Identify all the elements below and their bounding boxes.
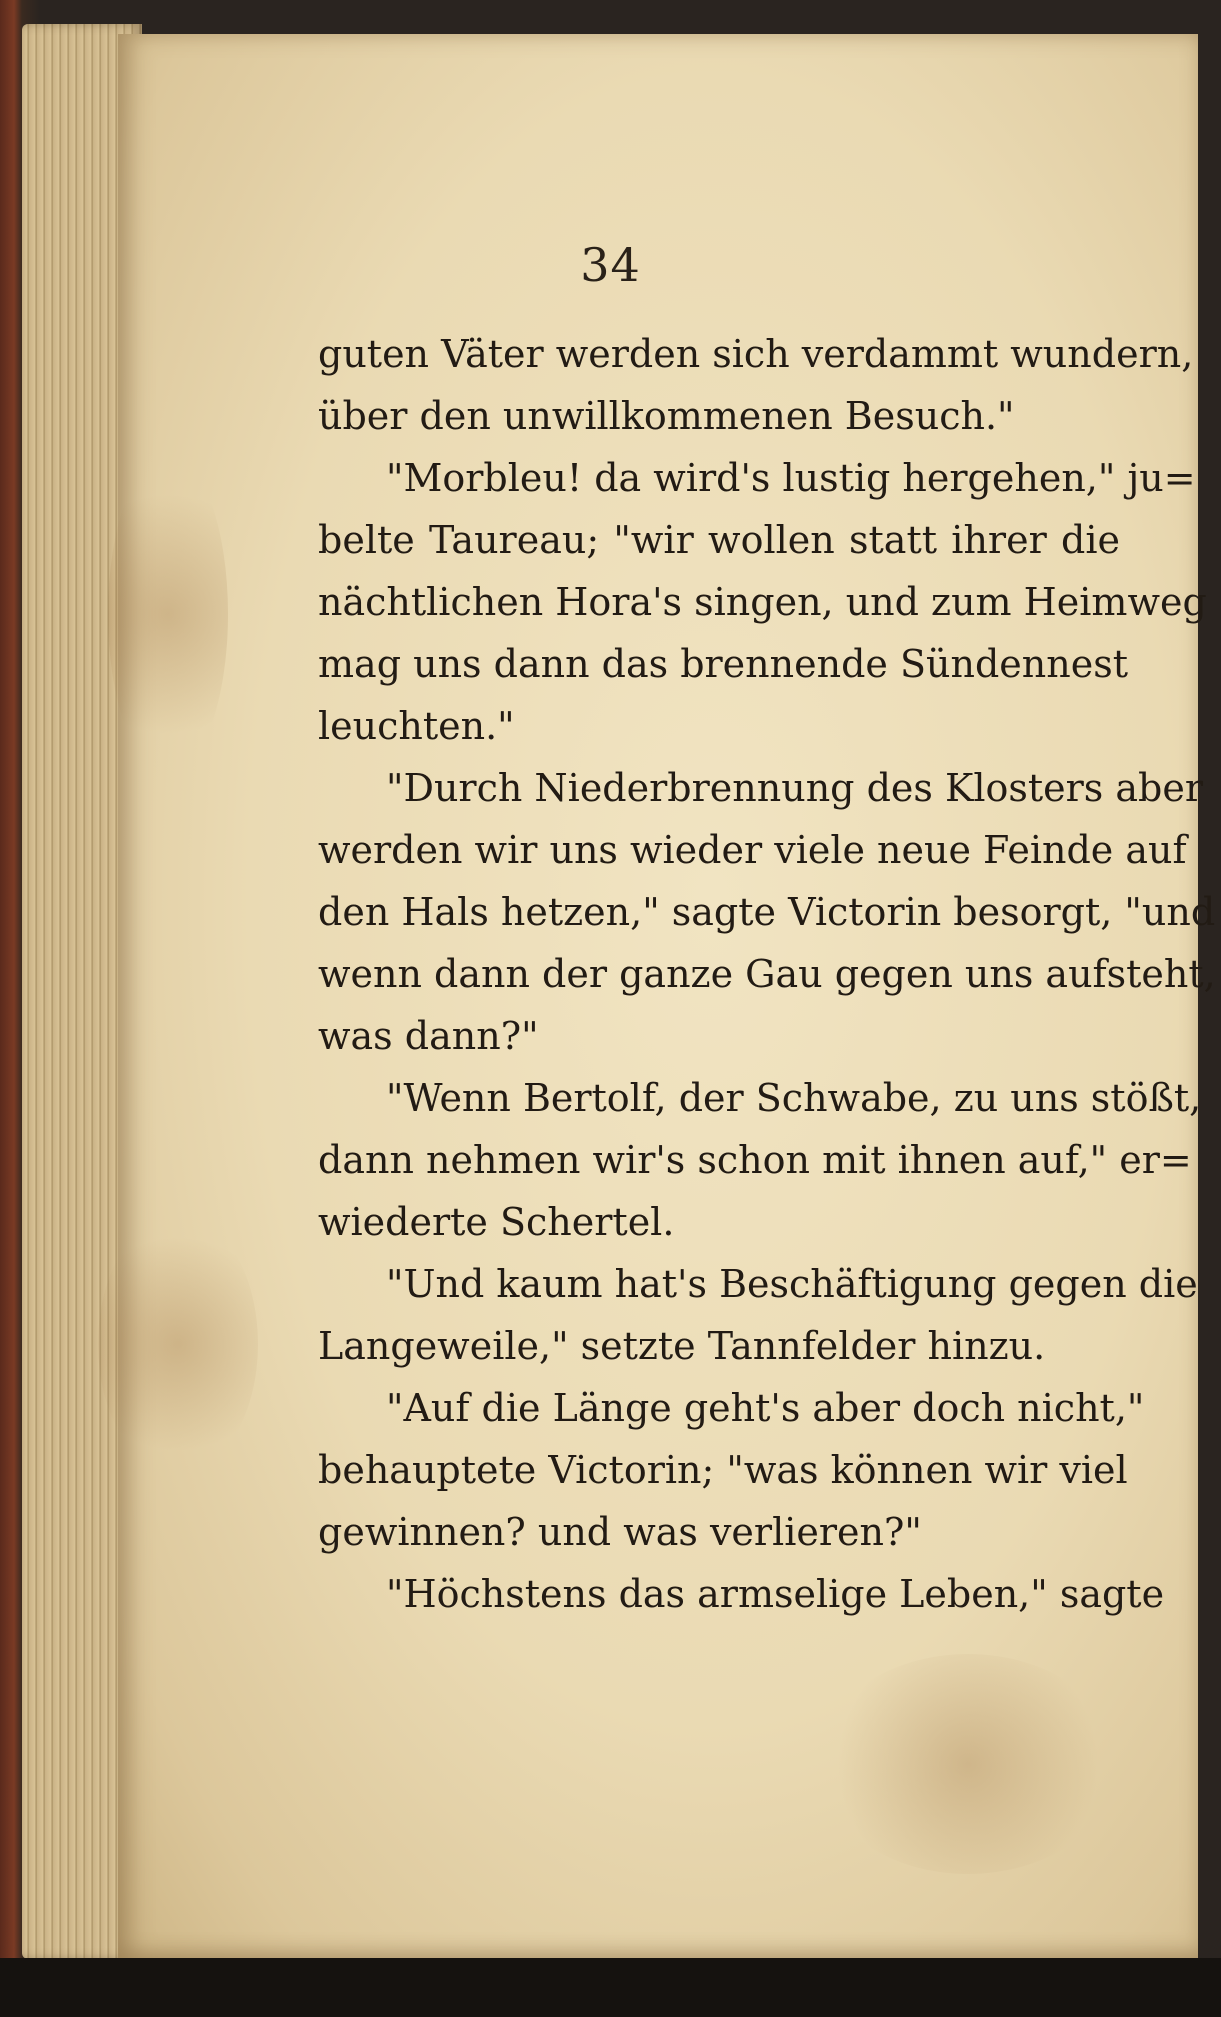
page-number: 34 xyxy=(580,238,641,292)
text-line: "Morbleu! da wird's lustig hergehen," ju= xyxy=(386,456,1196,500)
text-line: wiederte Schertel. xyxy=(318,1200,675,1244)
text-line: Langeweile," setzte Tannfelder hinzu. xyxy=(318,1324,1046,1368)
text-line: wenn dann der ganze Gau gegen uns aufsteht, xyxy=(318,952,1216,996)
text-line: "Auf die Länge geht's aber doch nicht," xyxy=(386,1386,1145,1430)
bottom-shadow xyxy=(0,1958,1221,2017)
text-line: nächtlichen Hora's singen, und zum Heimweg xyxy=(318,580,1207,624)
text-line: über den unwillkommenen Besuch." xyxy=(318,394,1015,438)
text-block xyxy=(318,323,1216,1625)
text-line: dann nehmen wir's schon mit ihnen auf," er= xyxy=(318,1138,1192,1182)
text-line: was dann?" xyxy=(318,1014,539,1058)
text-line: "Durch Niederbrennung des Klosters aber xyxy=(386,766,1204,810)
text-line: behauptete Victorin; "was können wir viel xyxy=(318,1448,1128,1492)
text-line: "Und kaum hat's Beschäftigung gegen die xyxy=(386,1262,1198,1306)
text-line: "Höchstens das armselige Leben," sagte xyxy=(386,1572,1165,1616)
foxing-stain xyxy=(98,1214,258,1474)
text-line: guten Väter werden sich verdammt wundern, xyxy=(318,332,1194,376)
text-line: "Wenn Bertolf, der Schwabe, zu uns stößt, xyxy=(386,1076,1202,1120)
text-line: gewinnen? und was verlieren?" xyxy=(318,1510,922,1554)
foxing-stain xyxy=(108,454,228,774)
text-line: den Hals hetzen," sagte Victorin besorgt, "und xyxy=(318,890,1216,934)
text-line: belte Taureau; "wir wollen statt ihrer die xyxy=(318,518,1120,562)
text-line: mag uns dann das brennende Sündennest xyxy=(318,642,1128,686)
text-line: leuchten." xyxy=(318,704,515,748)
foxing-stain xyxy=(818,1654,1118,1874)
text-line: werden wir uns wieder viele neue Feinde auf xyxy=(318,828,1187,872)
